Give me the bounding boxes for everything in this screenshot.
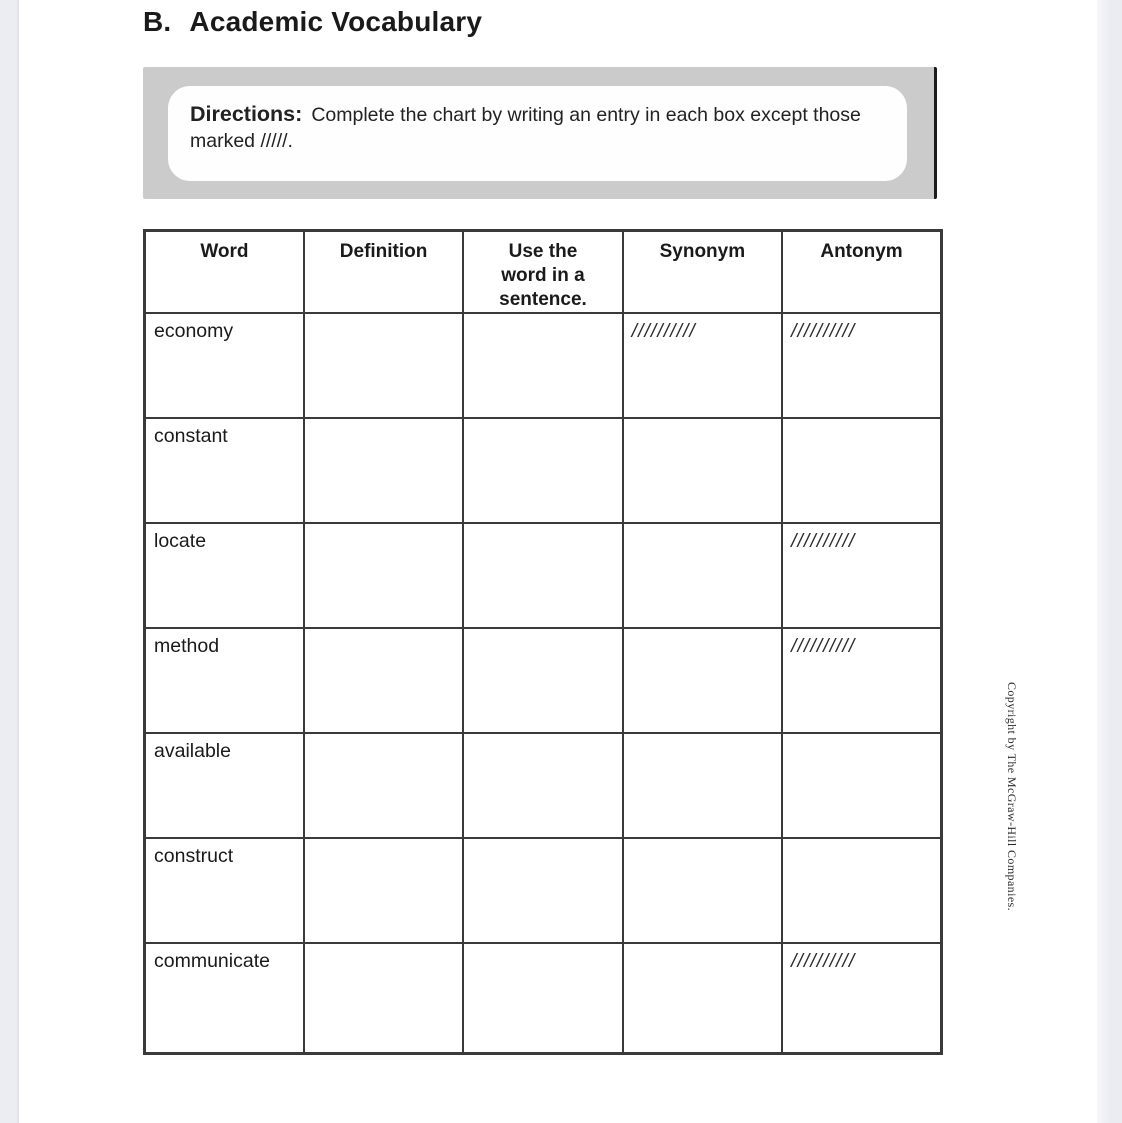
- col-header-synonym: Synonym: [623, 231, 782, 314]
- directions-box: [143, 67, 937, 199]
- definition-cell: [304, 628, 463, 733]
- directions-inner-panel: [168, 86, 907, 181]
- antonym-cell: //////////: [782, 628, 941, 733]
- viewer-gutter-left: [0, 0, 19, 1123]
- word-cell: method: [145, 628, 304, 733]
- synonym-cell: [623, 418, 782, 523]
- definition-cell: [304, 943, 463, 1053]
- synonym-cell: [623, 838, 782, 943]
- sentence-cell: [463, 628, 622, 733]
- antonym-cell: [782, 733, 941, 838]
- col-header-sentence: Use the word in a sentence.: [463, 231, 622, 314]
- table-row: [145, 418, 942, 523]
- worksheet-page: [143, 0, 943, 1055]
- table-row: [145, 628, 942, 733]
- table-header-row: [145, 231, 942, 314]
- antonym-cell: [782, 838, 941, 943]
- section-letter: B.: [143, 6, 172, 37]
- definition-cell: [304, 733, 463, 838]
- synonym-cell: [623, 733, 782, 838]
- sentence-cell: [463, 418, 622, 523]
- word-cell: locate: [145, 523, 304, 628]
- sentence-cell: [463, 523, 622, 628]
- directions-text: Complete the chart by writing an entry in each box except those marked /////.: [190, 104, 861, 152]
- col-header-antonym: Antonym: [782, 231, 941, 314]
- vocabulary-table: [143, 229, 943, 1055]
- definition-cell: [304, 313, 463, 418]
- definition-cell: [304, 418, 463, 523]
- word-cell: available: [145, 733, 304, 838]
- synonym-cell: [623, 943, 782, 1053]
- copyright-vertical-text: Copyright by The McGraw-Hill Companies.: [1005, 682, 1019, 912]
- antonym-cell: //////////: [782, 943, 941, 1053]
- sentence-cell: [463, 733, 622, 838]
- word-cell: constant: [145, 418, 304, 523]
- word-cell: construct: [145, 838, 304, 943]
- synonym-cell: [623, 523, 782, 628]
- antonym-cell: //////////: [782, 523, 941, 628]
- definition-cell: [304, 838, 463, 943]
- col-header-word: Word: [145, 231, 304, 314]
- synonym-cell: //////////: [623, 313, 782, 418]
- table-row: [145, 733, 942, 838]
- section-title-text: Academic Vocabulary: [189, 6, 483, 37]
- table-row: [145, 313, 942, 418]
- section-title: [143, 0, 943, 38]
- directions-label: Directions:: [190, 102, 303, 126]
- definition-cell: [304, 523, 463, 628]
- sentence-cell: [463, 943, 622, 1053]
- word-cell: communicate: [145, 943, 304, 1053]
- viewer-gutter-right: [1097, 0, 1122, 1123]
- antonym-cell: //////////: [782, 313, 941, 418]
- sentence-cell: [463, 838, 622, 943]
- col-header-definition: Definition: [304, 231, 463, 314]
- table-row: [145, 943, 942, 1053]
- word-cell: economy: [145, 313, 304, 418]
- table-row: [145, 523, 942, 628]
- antonym-cell: [782, 418, 941, 523]
- sentence-cell: [463, 313, 622, 418]
- table-row: [145, 838, 942, 943]
- synonym-cell: [623, 628, 782, 733]
